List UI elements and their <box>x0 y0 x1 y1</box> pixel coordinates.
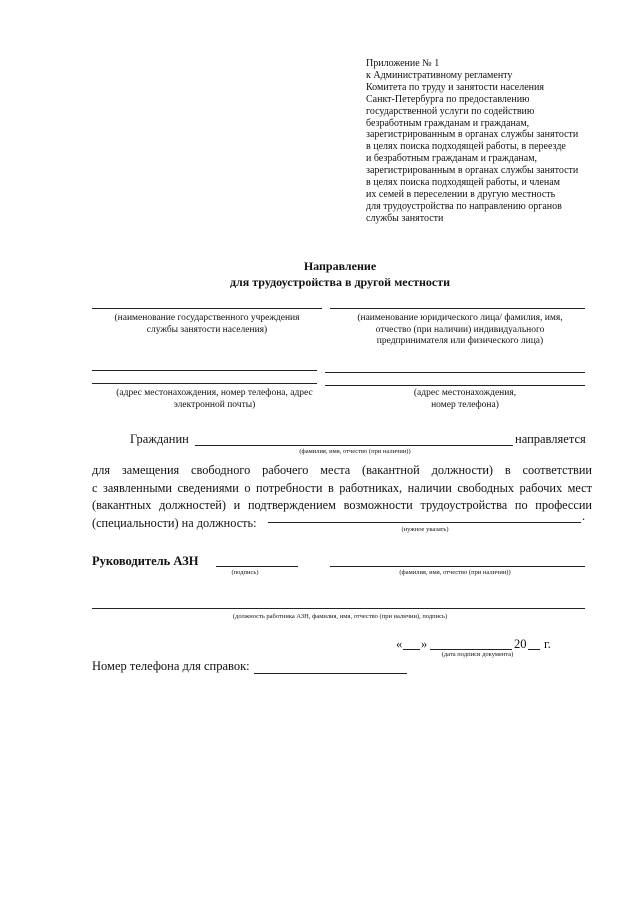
employer-extra-field[interactable] <box>325 372 585 373</box>
head-label: Руководитель АЗН <box>92 554 199 568</box>
appendix-line: Комитета по труду и занятости населения <box>366 81 544 93</box>
phone-label: Номер телефона для справок: <box>92 659 250 673</box>
paragraph-line: (вакантных должностей) и подтверждением возможности трудоустройства по профессии <box>92 498 592 512</box>
paragraph-line: для замещения свободного рабочего места (вакантной должности) в соответствии <box>92 463 592 477</box>
date-year-prefix: 20 <box>514 637 527 651</box>
appendix-line: Приложение № 1 <box>366 58 440 69</box>
paragraph-line: с заявленными сведениями о потребности в работниках, наличии свободных рабочих мест <box>92 480 592 495</box>
appendix-line: для трудоустройства по направлению органов <box>366 200 562 212</box>
agency-name-caption: (наименование государственного учреждения службы занятости населения) <box>114 313 300 335</box>
date-close-quote: » <box>421 637 428 651</box>
head-signature-field[interactable] <box>216 566 298 567</box>
head-name-field[interactable] <box>330 566 585 567</box>
date-caption: (дата подписи документа) <box>441 651 514 658</box>
appendix-line: зарегистрированным в органах службы занятости <box>366 129 579 141</box>
appendix-line: безработным гражданам и гражданам, <box>366 117 530 129</box>
specify-caption: (нужное указать) <box>401 526 449 533</box>
azn-employee-caption: (должность работника АЗН, фамилия, имя, отчество (при наличии), подпись) <box>232 613 448 620</box>
citizen-name-field[interactable] <box>195 445 513 446</box>
signature-caption: (подпись) <box>231 569 259 576</box>
employer-name-field[interactable] <box>330 308 585 309</box>
citizen-name-caption: (фамилия, имя, отчество (при наличии)) <box>299 448 411 455</box>
appendix-line: государственной услуги по содействию <box>366 105 535 117</box>
appendix-line: и безработным гражданам и гражданам, <box>366 153 538 165</box>
head-name-caption: (фамилия, имя, отчество (при наличии)) <box>399 569 511 576</box>
appendix-line: в целях поиска подходящей работы, и членам <box>366 177 560 189</box>
paragraph-line: (специальности) на должность: <box>92 515 257 530</box>
appendix-line: зарегистрированным в органах службы занятости <box>366 165 579 177</box>
agency-name-field[interactable] <box>92 308 322 309</box>
citizen-suffix: направляется <box>515 432 586 446</box>
date-day-field[interactable] <box>403 649 420 650</box>
agency-extra-field[interactable] <box>92 370 317 371</box>
date-open-quote: « <box>396 637 403 651</box>
azn-employee-field[interactable] <box>92 608 585 609</box>
agency-address-field[interactable] <box>92 383 317 384</box>
appendix-block <box>366 58 626 225</box>
appendix-line: в целях поиска подходящей работы, в переезде <box>366 141 566 153</box>
appendix-line: Санкт-Петербурга по предоставлению <box>366 93 530 105</box>
doc-title: Направление <box>303 259 377 273</box>
position-field[interactable] <box>268 522 581 523</box>
appendix-line: их семей в переселении в другую местность <box>366 188 556 200</box>
employer-address-caption: (адрес местонахождения, номер телефона) <box>413 388 517 410</box>
paragraph-end: . <box>582 509 586 523</box>
employer-address-field[interactable] <box>325 385 585 386</box>
citizen-label: Гражданин <box>130 432 189 446</box>
employer-name-caption: (наименование юридического лица/ фамилия, имя, отчество (при наличии) индивидуального предпринимателя или физического лица) <box>357 313 563 346</box>
doc-subtitle: для трудоустройства в другой местности <box>229 275 451 289</box>
date-year-field[interactable] <box>528 649 540 650</box>
date-month-field[interactable] <box>430 649 512 650</box>
appendix-line: к Административному регламенту <box>366 69 513 81</box>
appendix-line: службы занятости <box>366 212 444 224</box>
agency-address-caption: (адрес местонахождения, номер телефона, адрес электронной почты) <box>116 388 313 410</box>
date-year-suffix: г. <box>544 637 551 651</box>
phone-field[interactable] <box>254 673 407 674</box>
